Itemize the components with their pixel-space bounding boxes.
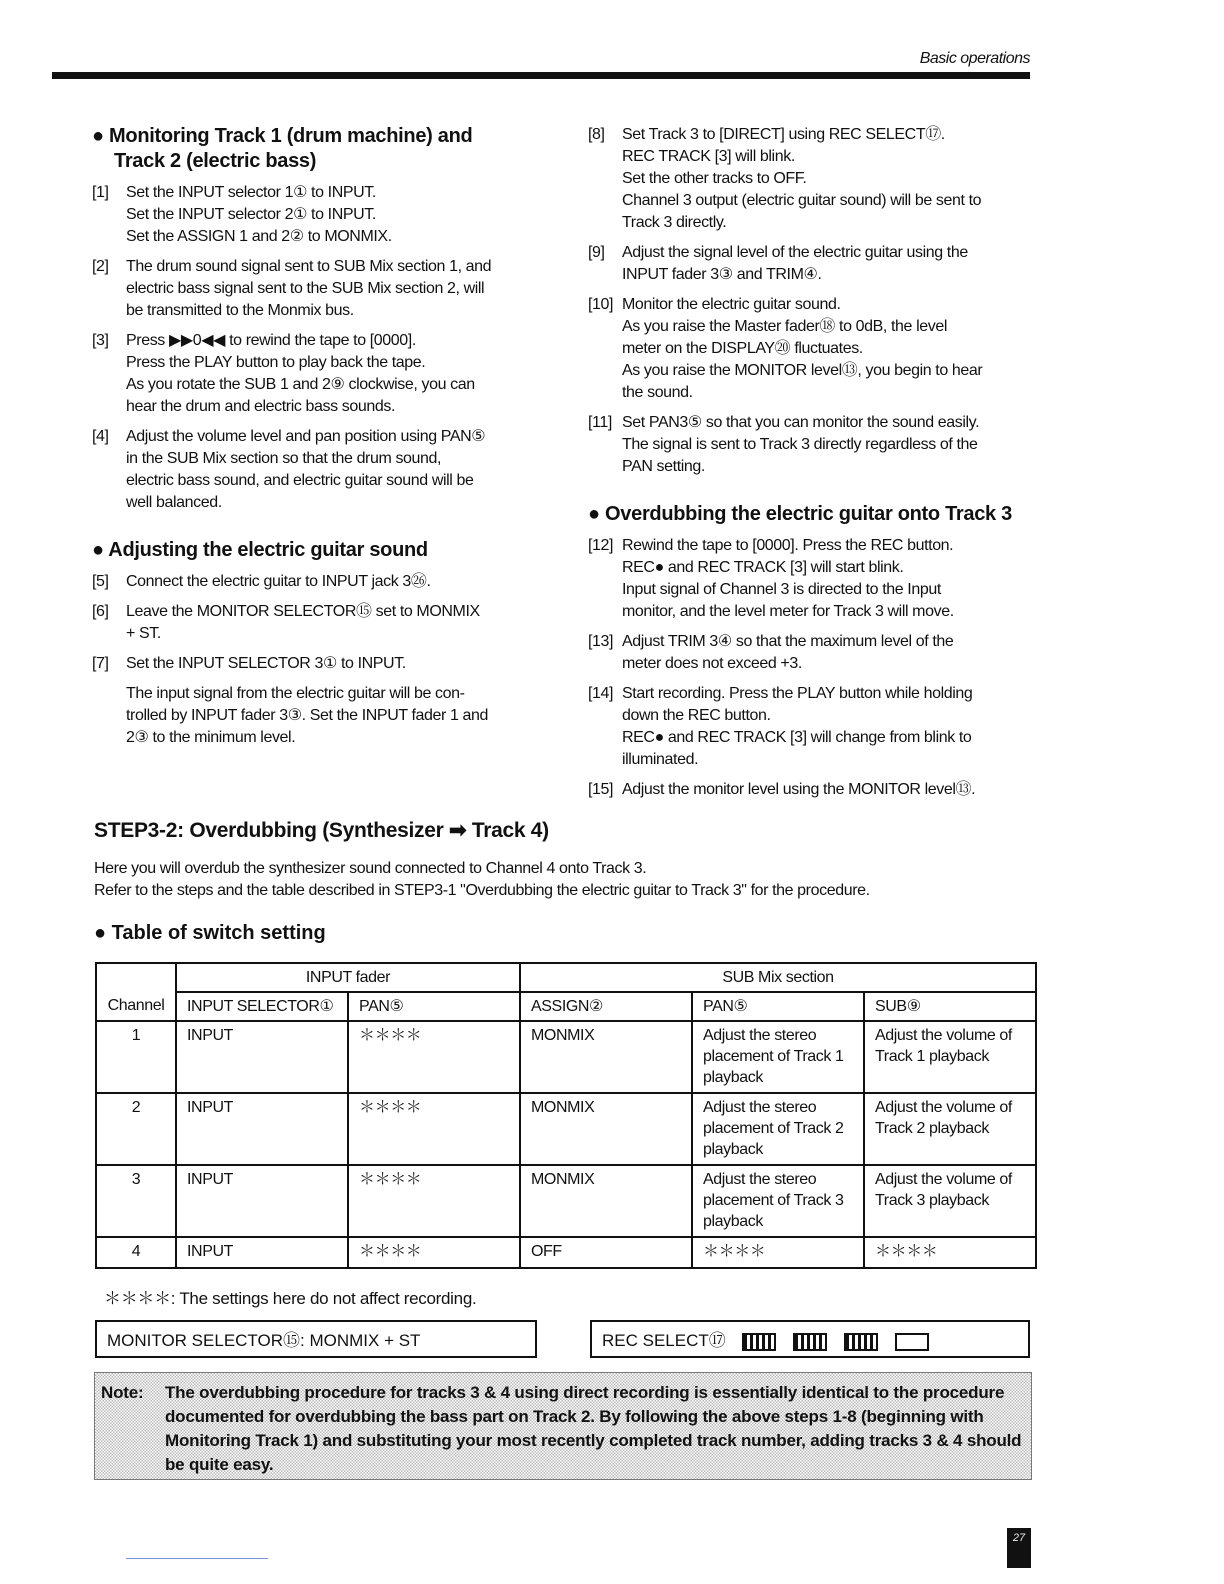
table-cell: 3 — [96, 1165, 176, 1237]
table-cell: MONMIX — [520, 1093, 692, 1165]
step-item — [588, 683, 1033, 771]
section-heading — [92, 538, 537, 563]
note-text: The overdubbing procedure for tracks 3 & 4 using direct recording is essentially identical to the procedure documented for overdubbing the bass part on Track 2. By following the above steps 1-8 (beginning with Monitoring Track 1) and substituting your most recently completed track number, adding tracks 3 & 4 should be quite easy. — [165, 1383, 1022, 1474]
step-text-line: Set the INPUT selector 2① to INPUT. — [126, 206, 376, 223]
step-text-line: meter on the DISPLAY⑳ fluctuates. — [622, 340, 863, 357]
step-text-line: The drum sound signal sent to SUB Mix section 1, and — [126, 258, 492, 275]
table-cell: INPUT — [176, 1165, 348, 1237]
step-number — [92, 683, 126, 749]
step-item — [92, 256, 537, 322]
step-text-line: Set the INPUT selector 1① to INPUT. — [126, 184, 376, 201]
table-cell: ＊＊＊＊ — [348, 1093, 520, 1165]
column-header: ASSIGN② — [520, 992, 692, 1021]
footer-line — [126, 1558, 268, 1559]
table-cell: Adjust the stereo placement of Track 2 playback — [692, 1093, 864, 1165]
step-item — [92, 571, 537, 593]
left-column — [92, 124, 537, 749]
step-item — [588, 779, 1033, 801]
step-item — [588, 124, 1033, 234]
step-number: [3] — [92, 332, 109, 349]
step-text-line: in the SUB Mix section so that the drum sound, — [126, 450, 442, 467]
rec-select-label: REC SELECT⑰ — [602, 1331, 726, 1350]
heading-line: Track 2 (electric bass) — [114, 150, 317, 172]
step-text-line: + ST. — [126, 625, 161, 642]
step-text-line: monitor, and the level meter for Track 3 will move. — [622, 603, 954, 620]
step-number: [12] — [588, 537, 614, 554]
step-text-line: illuminated. — [622, 751, 699, 768]
column-header: SUB⑨ — [864, 992, 1036, 1021]
right-column — [588, 124, 1033, 801]
heading-line: ● Monitoring Track 1 (drum machine) and — [92, 125, 473, 147]
step-text-line: electric bass signal sent to the SUB Mix section 2, will — [126, 280, 485, 297]
rec-select-direct-icon — [793, 1333, 827, 1351]
group-header: INPUT fader — [176, 963, 520, 992]
step-number: [8] — [588, 126, 605, 143]
table-cell: INPUT — [176, 1237, 348, 1268]
table-cell: ＊＊＊＊ — [348, 1021, 520, 1093]
table-cell: 1 — [96, 1021, 176, 1093]
table-row — [96, 1237, 1036, 1268]
step-number: [5] — [92, 573, 109, 590]
step-text-line: electric bass sound, and electric guitar sound will be — [126, 472, 474, 489]
step-text-line: Adjust the volume level and pan position using PAN⑤ — [126, 428, 486, 445]
step-text-line: Set the ASSIGN 1 and 2② to MONMIX. — [126, 228, 392, 245]
step-text-line: As you rotate the SUB 1 and 2⑨ clockwise, you can — [126, 376, 475, 393]
table-group-header-row — [96, 963, 1036, 992]
table-cell: INPUT — [176, 1093, 348, 1165]
step-item — [92, 182, 537, 248]
step-text-line: Set the other tracks to OFF. — [622, 170, 807, 187]
column-header: PAN⑤ — [692, 992, 864, 1021]
table-cell: 2 — [96, 1093, 176, 1165]
step-text-line: Start recording. Press the PLAY button while holding — [622, 685, 973, 702]
step-number: [14] — [588, 685, 614, 702]
step-text-line: be transmitted to the Monmix bus. — [126, 302, 354, 319]
section-heading — [588, 502, 1033, 527]
step-number: [2] — [92, 258, 109, 275]
step-text-line: Adjust the monitor level using the MONITOR level⑬. — [622, 781, 976, 798]
table-cell: OFF — [520, 1237, 692, 1268]
step-text-line: hear the drum and electric bass sounds. — [126, 398, 396, 415]
column-header: Channel — [96, 992, 176, 1021]
note-label: Note: — [101, 1383, 144, 1402]
intro-line: Here you will overdub the synthesizer sound connected to Channel 4 onto Track 3. — [94, 860, 647, 877]
table-cell: MONMIX — [520, 1021, 692, 1093]
header-rule — [52, 72, 1030, 79]
step-item — [588, 242, 1033, 286]
step3-2-intro — [94, 858, 870, 902]
note-box — [94, 1372, 1032, 1480]
step-text-line: Rewind the tape to [0000]. Press the REC button. — [622, 537, 954, 554]
step-text-line: Set the INPUT SELECTOR 3① to INPUT. — [126, 655, 406, 672]
table-cell: Adjust the stereo placement of Track 1 playback — [692, 1021, 864, 1093]
rec-select-track-icon — [895, 1333, 929, 1351]
step-item — [588, 631, 1033, 675]
step-number: [9] — [588, 244, 605, 261]
step-text-line: REC● and REC TRACK [3] will change from blink to — [622, 729, 972, 746]
step-item — [92, 683, 537, 749]
table-footnote: ＊＊＊＊: The settings here do not affect recording. — [104, 1289, 477, 1308]
rec-select-box — [590, 1320, 1030, 1358]
column-header: INPUT SELECTOR① — [176, 992, 348, 1021]
step-number: [11] — [588, 414, 612, 431]
table-cell: INPUT — [176, 1021, 348, 1093]
step-number: [15] — [588, 781, 614, 798]
step-text-line: Adjust TRIM 3④ so that the maximum level of the — [622, 633, 954, 650]
step-text-line: The signal is sent to Track 3 directly regardless of the — [622, 436, 978, 453]
step-item — [588, 535, 1033, 623]
section-heading — [92, 124, 537, 174]
step-text-line: REC TRACK [3] will blink. — [622, 148, 795, 165]
table-cell: ＊＊＊＊ — [692, 1237, 864, 1268]
table-cell: 4 — [96, 1237, 176, 1268]
switch-setting-table — [95, 962, 1037, 1269]
step-item — [588, 294, 1033, 404]
step-text-line: 2③ to the minimum level. — [126, 729, 296, 746]
step-number: [13] — [588, 633, 614, 650]
table-cell: ＊＊＊＊ — [348, 1165, 520, 1237]
rec-select-direct-icon — [742, 1333, 776, 1351]
step-text-line: Input signal of Channel 3 is directed to the Input — [622, 581, 941, 598]
running-header: Basic operations — [919, 50, 1030, 67]
step-text-line: trolled by INPUT fader 3③. Set the INPUT fader 1 and — [126, 707, 489, 724]
step-item — [588, 412, 1033, 478]
step-text-line: Monitor the electric guitar sound. — [622, 296, 841, 313]
table-cell: MONMIX — [520, 1165, 692, 1237]
step-text-line: As you raise the MONITOR level⑬, you begin to hear — [622, 362, 983, 379]
step-number: [4] — [92, 428, 109, 445]
step-number: [6] — [92, 603, 109, 620]
step-text-line: Set Track 3 to [DIRECT] using REC SELECT⑰. — [622, 126, 945, 143]
column-header: PAN⑤ — [348, 992, 520, 1021]
group-header: SUB Mix section — [520, 963, 1036, 992]
step-number: [7] — [92, 655, 109, 672]
table-row — [96, 1021, 1036, 1093]
monitor-selector-box: MONITOR SELECTOR⑮: MONMIX + ST — [95, 1320, 537, 1358]
table-cell: ＊＊＊＊ — [864, 1237, 1036, 1268]
step-text-line: well balanced. — [126, 494, 222, 511]
step-item — [92, 426, 537, 514]
step-text-line: Press the PLAY button to play back the tape. — [126, 354, 426, 371]
table-cell: Adjust the stereo placement of Track 3 playback — [692, 1165, 864, 1237]
table-cell: Adjust the volume of Track 3 playback — [864, 1165, 1036, 1237]
heading-line: ● Overdubbing the electric guitar onto Track 3 — [588, 503, 1012, 525]
step-text-line: The input signal from the electric guitar will be con- — [126, 685, 465, 702]
step-text-line: Connect the electric guitar to INPUT jack 3㉖. — [126, 573, 431, 590]
intro-line: Refer to the steps and the table described in STEP3-1 "Overdubbing the electric guitar to Track 3" for the procedure. — [94, 882, 870, 899]
table-row — [96, 1165, 1036, 1237]
step-text-line: Adjust the signal level of the electric guitar using the — [622, 244, 968, 261]
step-item — [92, 653, 537, 675]
step3-2-heading: STEP3-2: Overdubbing (Synthesizer ➡ Track 4) — [94, 819, 549, 842]
step-text-line: PAN setting. — [622, 458, 705, 475]
step-text-line: Channel 3 output (electric guitar sound) will be sent to — [622, 192, 982, 209]
step-item — [92, 601, 537, 645]
step-text-line: down the REC button. — [622, 707, 771, 724]
table-header-row — [96, 992, 1036, 1021]
step-text-line: Press ▶▶0◀◀ to rewind the tape to [0000]. — [126, 332, 416, 349]
table-cell: Adjust the volume of Track 2 playback — [864, 1093, 1036, 1165]
step-text-line: REC● and REC TRACK [3] will start blink. — [622, 559, 904, 576]
step-text-line: Leave the MONITOR SELECTOR⑮ set to MONMIX — [126, 603, 480, 620]
table-cell: Adjust the volume of Track 1 playback — [864, 1021, 1036, 1093]
table-row — [96, 1093, 1036, 1165]
page-number: 27 — [1007, 1528, 1031, 1568]
heading-line: ● Adjusting the electric guitar sound — [92, 539, 428, 561]
step-text-line: meter does not exceed +3. — [622, 655, 802, 672]
table-cell: ＊＊＊＊ — [348, 1237, 520, 1268]
step-text-line: the sound. — [622, 384, 693, 401]
step-number: [10] — [588, 296, 614, 313]
step-number: [1] — [92, 184, 109, 201]
step-text-line: INPUT fader 3③ and TRIM④. — [622, 266, 822, 283]
step-text-line: Track 3 directly. — [622, 214, 727, 231]
rec-select-direct-icon — [844, 1333, 878, 1351]
table-heading: ● Table of switch setting — [94, 922, 326, 944]
step-text-line: Set PAN3⑤ so that you can monitor the sound easily. — [622, 414, 980, 431]
step-item — [92, 330, 537, 418]
step-text-line: As you raise the Master fader⑱ to 0dB, the level — [622, 318, 947, 335]
